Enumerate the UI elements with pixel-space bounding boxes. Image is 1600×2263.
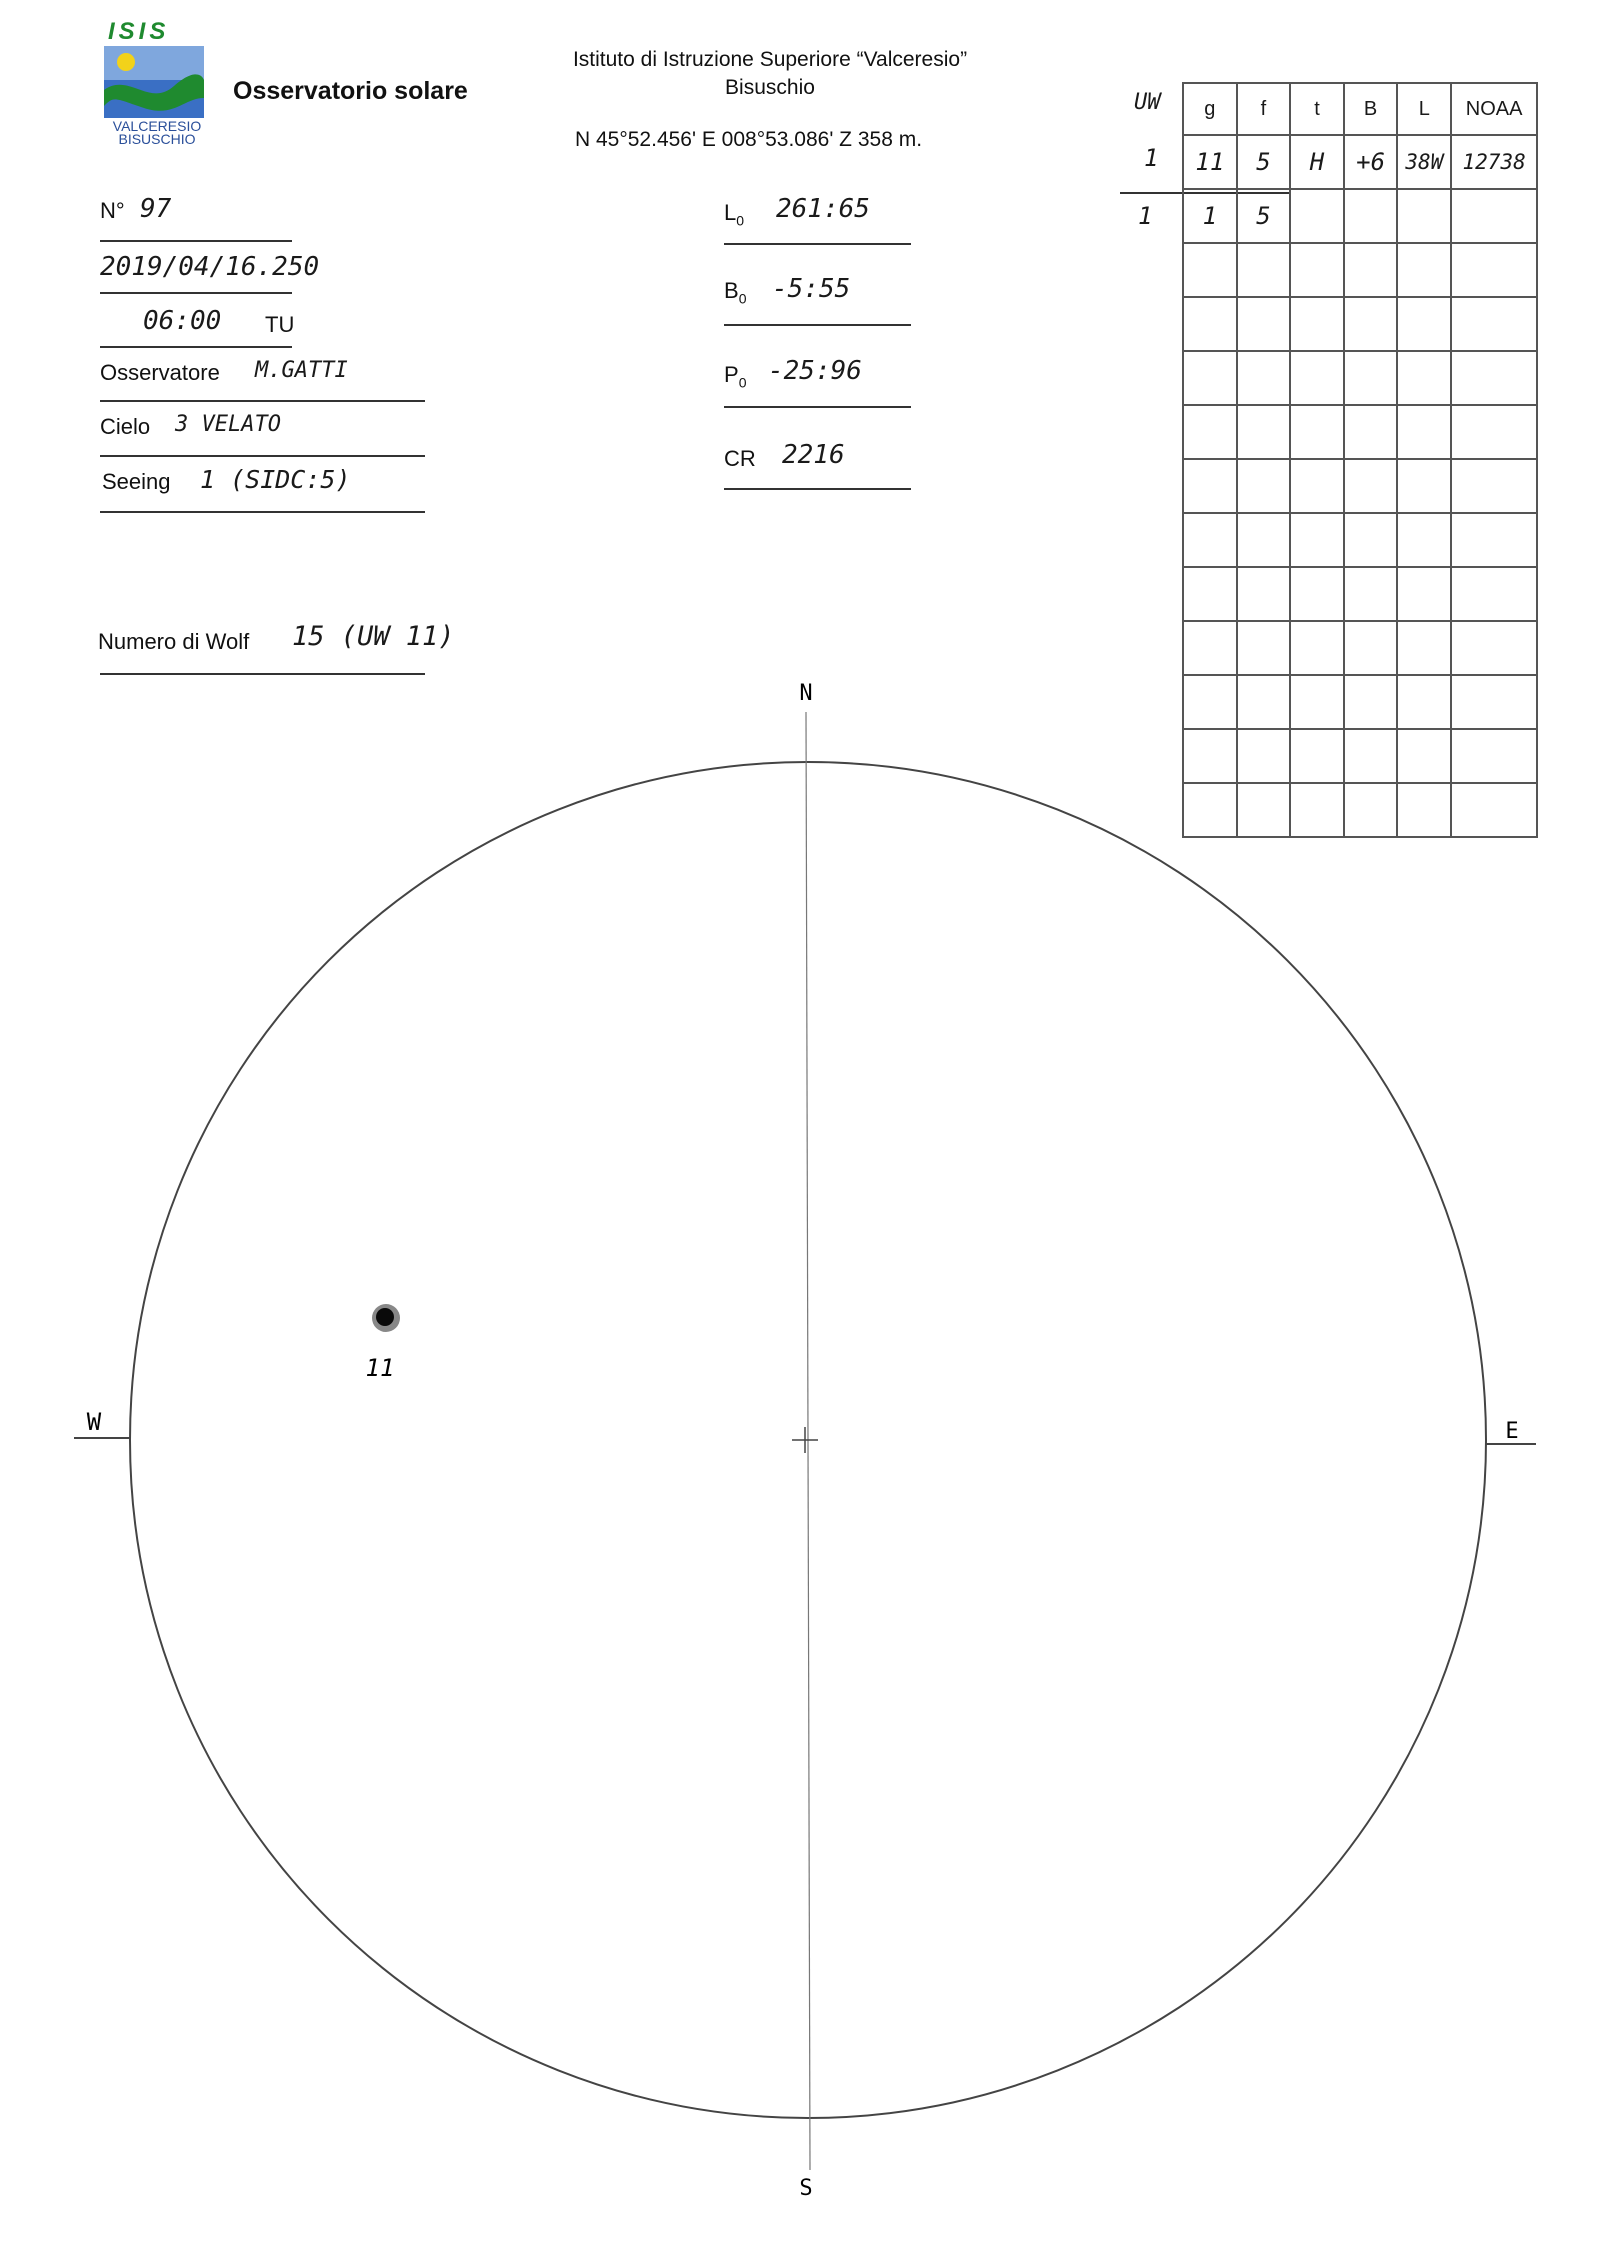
- sunspot-umbra: [376, 1308, 394, 1326]
- north-south-axis: [806, 712, 810, 2170]
- cell-noaa: 12738: [1451, 135, 1537, 189]
- col-f: f: [1237, 83, 1291, 135]
- uw-header: UW: [1134, 90, 1161, 115]
- col-l: L: [1397, 83, 1451, 135]
- total-f: 5: [1237, 189, 1291, 243]
- p0-value: -25:96: [768, 356, 862, 386]
- total-g: 1: [1183, 189, 1237, 243]
- b0-sub: 0: [738, 290, 747, 307]
- observatory-title: Osservatorio solare: [233, 77, 468, 105]
- cell-l: 38W: [1397, 135, 1451, 189]
- wolf-value: 15 (UW 11): [292, 621, 455, 652]
- observation-date: 2019/04/16.250: [100, 252, 320, 282]
- sky-value: 3 VELATO: [175, 412, 281, 437]
- b0-letter: B: [724, 278, 739, 303]
- time-unit: TU: [265, 312, 295, 337]
- north-label: N: [799, 681, 813, 706]
- wolf-label: Numero di Wolf: [98, 629, 250, 654]
- site-coordinates: N 45°52.456' E 008°53.086' Z 358 m.: [575, 128, 923, 151]
- cell-f: 5: [1237, 135, 1291, 189]
- total-uw: 1: [1138, 202, 1153, 230]
- east-label: E: [1505, 1419, 1519, 1444]
- col-t: t: [1290, 83, 1344, 135]
- west-label: W: [86, 1408, 102, 1436]
- col-noaa: NOAA: [1451, 83, 1537, 135]
- logo-wordmark: ISIS: [108, 18, 170, 45]
- l0-letter: L: [724, 200, 737, 225]
- p0-letter: P: [724, 362, 739, 387]
- seeing-label: Seeing: [102, 469, 171, 494]
- logo-caption-line1: VALCERESIO: [112, 118, 202, 134]
- b0-value: -5:55: [772, 274, 851, 304]
- logo-caption-line2: BISUSCHIO: [118, 131, 196, 147]
- cell-g: 11: [1183, 135, 1237, 189]
- row1-uw: 1: [1144, 144, 1159, 172]
- l0-sub: 0: [736, 212, 745, 229]
- cr-label: CR: [724, 446, 756, 471]
- sunspot-label: 11: [365, 1354, 395, 1382]
- institute-town: Bisuschio: [725, 76, 815, 99]
- institute-name: Istituto di Istruzione Superiore “Valceresio”: [572, 48, 968, 71]
- number-value: 97: [140, 194, 172, 224]
- observer-value: M.GATTI: [255, 358, 348, 383]
- col-b: B: [1344, 83, 1398, 135]
- p0-sub: 0: [738, 374, 747, 391]
- col-g: g: [1183, 83, 1237, 135]
- south-label: S: [799, 2176, 813, 2201]
- number-label: N°: [100, 198, 125, 223]
- observer-label: Osservatore: [100, 360, 220, 385]
- sky-label: Cielo: [100, 414, 151, 439]
- cell-t: H: [1290, 135, 1344, 189]
- observation-time: 06:00: [143, 306, 222, 336]
- cr-value: 2216: [782, 440, 845, 470]
- l0-value: 261:65: [776, 194, 870, 224]
- seeing-value: 1 (SIDC:5): [200, 465, 351, 494]
- cell-b: +6: [1344, 135, 1398, 189]
